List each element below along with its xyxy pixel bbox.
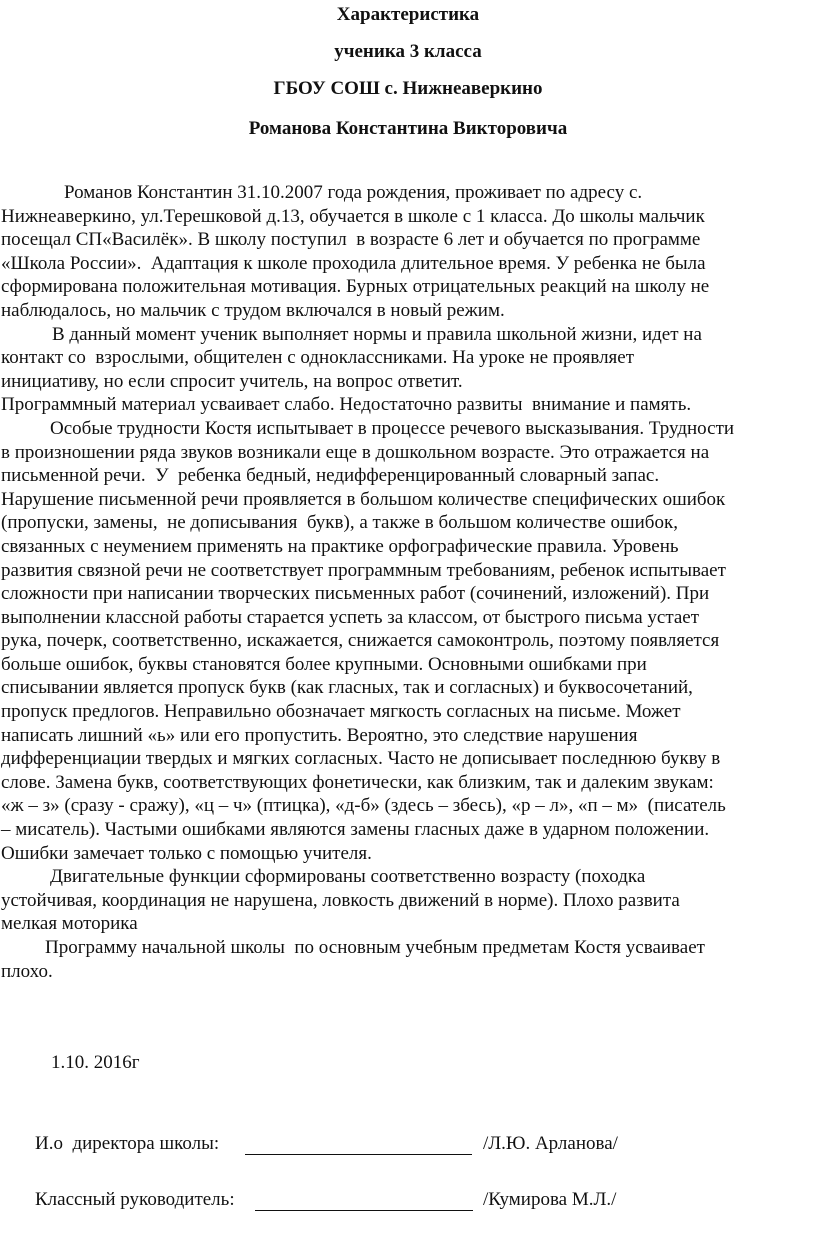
- text-line: (пропуски, замены, не дописывания букв), а также в большом количестве ошибок,: [1, 512, 678, 534]
- director-label: И.о директора школы:: [35, 1133, 220, 1154]
- text-line: инициативу, но если спросит учитель, на вопрос ответит.: [1, 370, 463, 392]
- text-line: развития связной речи не соответствует программным требованиям, ребенок испытывает: [1, 559, 726, 581]
- text-line: плохо.: [1, 960, 53, 982]
- student-name: Романова Константина Викторовича: [248, 118, 568, 139]
- text-line: написать лишний «ь» или его пропустить. Вероятно, это следствие нарушения: [1, 724, 638, 746]
- text-line: сложности при написании творческих письменных работ (сочинений, изложений). При: [1, 583, 710, 605]
- text-line: Особые трудности Костя испытывает в процессе речевого высказывания. Трудности: [50, 417, 735, 439]
- text-line: выполнении классной работы старается успеть за классом, от быстрого письма устает: [1, 606, 700, 628]
- text-line: устойчивая, координация не нарушена, ловкость движений в норме). Плохо развита: [1, 889, 680, 911]
- text-line: слове. Замена букв, соответствующих фонетически, как близким, так и далеким звукам:: [1, 771, 714, 793]
- director-signature-row: [35, 1132, 219, 1156]
- teacher-label: Классный руководитель:: [35, 1189, 235, 1210]
- text-line: «Школа России». Адаптация к школе проходила длительное время. У ребенка не была: [1, 252, 706, 274]
- director-name: /Л.Ю. Арланова/: [483, 1133, 618, 1154]
- text-line: в произношении ряда звуков возникали еще в дошкольном возрасте. Это отражается на: [1, 441, 710, 463]
- text-line: Романов Константин 31.10.2007 года рождения, проживает по адресу с.: [64, 182, 643, 203]
- teacher-signature-row: [35, 1188, 235, 1212]
- characteristic-text: [0, 181, 816, 983]
- text-line: наблюдалось, но мальчик с трудом включался в новый режим.: [1, 299, 505, 321]
- document-date: 1.10. 2016г: [51, 1052, 140, 1073]
- document-title: Характеристика: [336, 4, 480, 25]
- text-line: Двигательные функции сформированы соответственно возрасту (походка: [50, 866, 646, 888]
- text-line: дифференциации твердых и мягких согласных. Часто не дописывает последнюю букву в: [1, 748, 721, 770]
- text-line: мелкая моторика: [1, 913, 138, 935]
- director-signature-line: [245, 1136, 472, 1155]
- text-line: Программный материал усваивает слабо. Недостаточно развиты внимание и память.: [1, 394, 692, 416]
- text-line: пропуск предлогов. Неправильно обозначает мягкость согласных на письме. Может: [1, 701, 681, 723]
- text-line: письменной речи. У ребенка бедный, недифференцированный словарный запас.: [1, 465, 660, 487]
- text-line: сформирована положительная мотивация. Бурных отрицательных реакций на школу не: [1, 276, 710, 298]
- text-line: Нарушение письменной речи проявляется в большом количестве специфических ошибок: [1, 488, 726, 510]
- text-line: связанных с неумением применять на практике орфографические правила. Уровень: [1, 535, 679, 557]
- text-line: контакт со взрослыми, общителен с одноклассниками. На уроке не проявляет: [1, 347, 635, 369]
- teacher-signature-line: [255, 1192, 473, 1211]
- text-line: списывании является пропуск букв (как гласных, так и согласных) и буквосочетаний,: [1, 677, 693, 699]
- teacher-name: /Кумирова М.Л./: [483, 1189, 617, 1210]
- student-grade: ученика 3 класса: [334, 41, 482, 62]
- school-name: ГБОУ СОШ с. Нижнеаверкино: [273, 78, 543, 99]
- text-line: больше ошибок, буквы становятся более крупными. Основными ошибками при: [1, 653, 647, 675]
- text-line: посещал СП«Василёк». В школу поступил в возрасте 6 лет и обучается по программе: [1, 229, 701, 251]
- text-line: Ошибки замечает только с помощью учителя.: [1, 842, 372, 864]
- text-line: В данный момент ученик выполняет нормы и правила школьной жизни, идет на: [52, 323, 702, 345]
- text-line: «ж – з» (сразу - сражу), «ц – ч» (птицка), «д-б» (здесь – збесь), «р – л», «п – м» (писатель: [1, 795, 726, 817]
- text-line: Нижнеаверкино, ул.Терешковой д.13, обучается в школе с 1 класса. До школы мальчик: [1, 205, 705, 227]
- text-line: рука, почерк, соответственно, искажается, снижается самоконтроль, поэтому появляется: [1, 630, 720, 652]
- text-line: – мисатель). Частыми ошибками являются замены гласных даже в ударном положении.: [1, 819, 710, 841]
- text-line: Программу начальной школы по основным учебным предметам Костя усваивает: [45, 937, 705, 958]
